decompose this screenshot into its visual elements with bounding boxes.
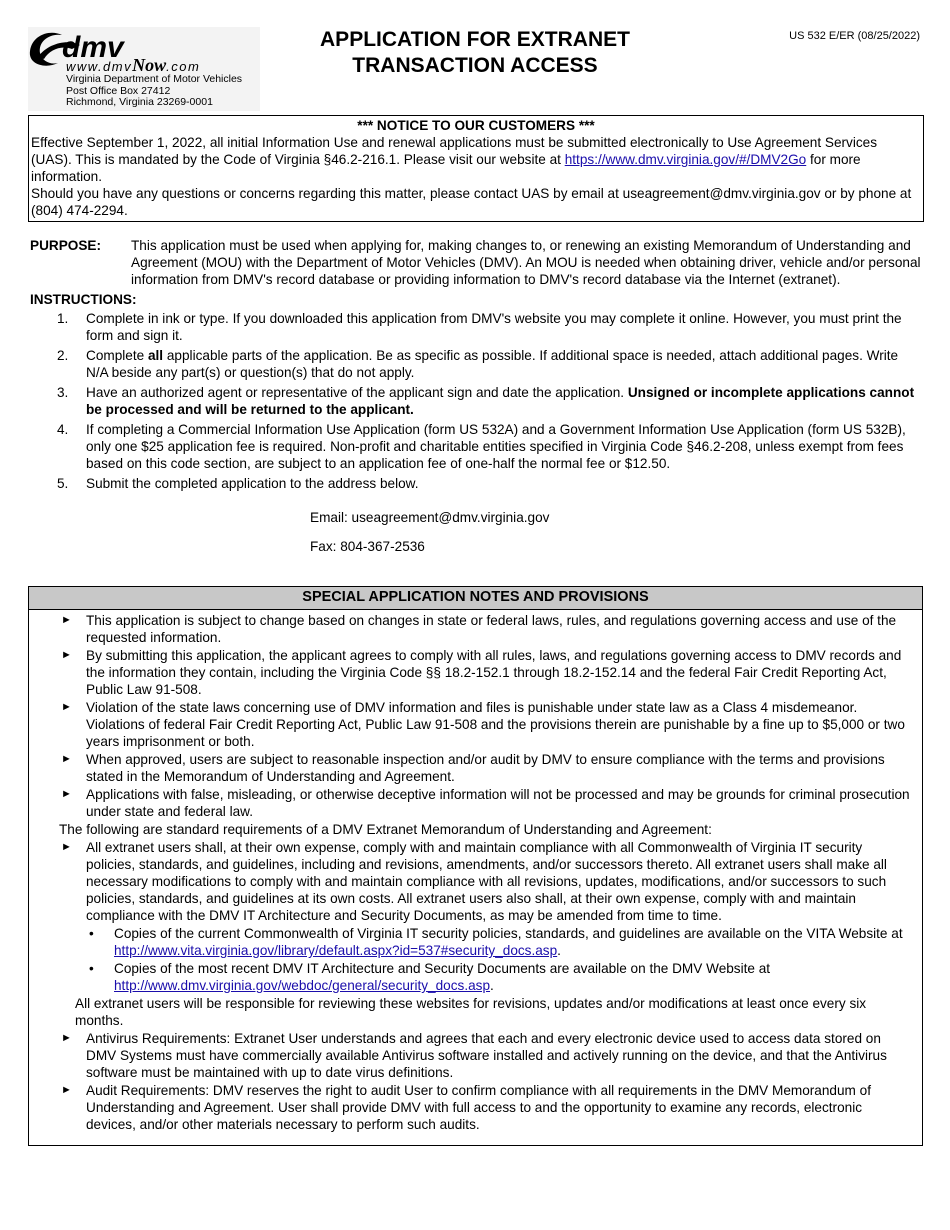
standard-requirements-intro: The following are standard requirements of a DMV Extranet Memorandum of Understanding and Agreement: [59,822,712,837]
arrow-bullet-icon: ► [61,701,72,713]
customer-notice-box [28,115,924,222]
title-line-2: TRANSACTION ACCESS [352,54,598,77]
arrow-bullet-icon: ► [61,788,72,800]
instruction-item [30,421,915,472]
dmv-docs-item [29,960,914,994]
logo-url-now: Now [132,55,167,75]
special-notes-heading: SPECIAL APPLICATION NOTES AND PROVISIONS [29,587,922,610]
notice-paragraph-2: Should you have any questions or concerns regarding this matter, please contact UAS by email at useagreement@dmv.virginia.gov or by phone at (804) 474-2294. [31,186,912,218]
provision-item [29,699,914,750]
contact-email: Email: useagreement@dmv.virginia.gov [310,510,550,525]
it-security-requirement [29,839,914,924]
sub-item-text: Copies of the current Commonwealth of Virginia IT security policies, standards, and guidelines are available on the VITA Website at [114,926,903,941]
sub-item-text: Copies of the most recent DMV IT Architecture and Security Documents are available on the DMV Website at [114,961,771,976]
notice-paragraph-1 [31,134,921,185]
dot-bullet-icon: • [89,961,94,976]
arrow-bullet-icon: ► [61,1084,72,1096]
page-title [290,27,660,79]
title-line-1: APPLICATION FOR EXTRANET [320,28,630,51]
dot-bullet-icon: • [89,926,94,941]
notice-heading: *** NOTICE TO OUR CUSTOMERS *** [357,118,595,133]
provision-item [29,647,914,698]
dmv2go-link[interactable]: https://www.dmv.virginia.gov/#/DMV2Go [564,152,807,167]
instruction-item [30,347,915,381]
instruction-text: Complete [86,348,148,363]
provision-text: When approved, users are subject to reasonable inspection and/or audit by DMV to ensure compliance with the terms and provisions stated in the Memorandum of Understanding and Agreement. [86,752,885,784]
notice-text: Effective September 1, 2022, all initial Information Use and renewal applications must be submitted electronically to Use Agreement Services (UAS). This is mandated by the Code of Virginia §46.2-216.1. Please visit our website at [31,135,878,167]
provision-item [29,786,914,820]
instruction-item [30,384,915,418]
instruction-item [30,310,915,344]
dmv-logo-block [28,27,260,111]
instruction-text: Submit the completed application to the address below. [86,476,419,491]
special-notes-body [29,610,922,1133]
provision-item [29,612,914,646]
notice-text-end: for more information. [31,152,861,184]
vita-security-docs-link[interactable]: http://www.vita.virginia.gov/library/default.aspx?id=537#security_docs.asp [114,943,558,958]
instruction-number: 4. [57,422,69,437]
instruction-number: 1. [57,311,69,326]
instruction-item [30,475,915,492]
logo-wordmark: dmv [62,31,124,64]
instruction-text: Complete in ink or type. If you downloaded this application from DMV's website you may complete it online. However, you must print the form and sign it. [86,311,902,343]
sub-item-end: . [557,943,561,958]
provision-text: Audit Requirements: DMV reserves the right to audit User to confirm compliance with all requirements in the DMV Memorandum of Understanding and Agreement. User shall provide DMV with full access to and the opportunity to examine any records, electronic devices, and/or other materials necessary to perform such audits. [86,1083,871,1132]
org-name: Virginia Department of Motor Vehicles [66,73,243,85]
provision-text: All extranet users shall, at their own expense, comply with and maintain compliance with all Commonwealth of Virginia IT security policies, standards, and guidelines, including and revisions, amendments, and/or successors thereto. All extranet users shall make all necessary modifications to comply with and maintain compliance with all revisions, updates, modifications, and/or successors to such policies, standards, and guidelines at its own costs. All extranet users also shall, at their own expense, comply with and maintain compliance with the DMV IT Architecture and Security Documents, as may be amended from time to time. [86,840,887,923]
arrow-bullet-icon: ► [61,753,72,765]
antivirus-requirement [29,1030,914,1081]
sub-item-end: . [490,978,494,993]
instruction-number: 3. [57,385,69,400]
form-number: US 532 E/ER (08/25/2022) [789,30,920,42]
instructions-label: INSTRUCTIONS: [30,292,137,307]
arrow-bullet-icon: ► [61,841,72,853]
purpose-label: PURPOSE: [30,238,102,253]
instruction-number: 2. [57,348,69,363]
contact-info [310,503,549,561]
provision-item [29,751,914,785]
provision-text: Antivirus Requirements: Extranet User understands and agrees that each and every electronic device used to access data stored on DMV Systems must have commercially available Antivirus software installed and actively running on the device, and that the Antivirus software must be maintained with up to date virus definitions. [86,1031,887,1080]
logo-url-prefix: www.dmv [66,59,133,74]
instruction-bold: Unsigned or incomplete applications cannot be processed and will be returned to the applicant. [86,385,915,417]
instruction-text: Have an authorized agent or representative of the applicant sign and date the application. [86,385,628,400]
logo-url-suffix: .com [166,59,201,74]
instruction-text: applicable parts of the application. Be as specific as possible. If additional space is needed, attach additional pages. Write N/A beside any part(s) or question(s) that do not apply. [86,348,899,380]
contact-fax: Fax: 804-367-2536 [310,539,425,554]
po-box: Post Office Box 27412 [66,84,171,97]
provision-text: This application is subject to change based on changes in state or federal laws, rules, and regulations governing access and use of the requested information. [86,613,897,645]
provision-text: Applications with false, misleading, or otherwise deceptive information will not be processed and may be grounds for criminal prosecution under state and federal law. [86,787,910,819]
arrow-bullet-icon: ► [61,1032,72,1044]
city-state: Richmond, Virginia 23269-0001 [66,96,213,108]
vita-docs-item [29,925,914,959]
arrow-bullet-icon: ► [61,614,72,626]
instruction-bold: all [147,348,164,363]
purpose-text: This application must be used when applying for, making changes to, or renewing an existing Memorandum of Understanding and Agreement (MOU) with the Department of Motor Vehicles (DMV). An MOU is needed when obtaining driver, vehicle and/or personal information from DMV's record database or providing information to DMV's record database via the Internet (extranet). [131,238,921,287]
instructions-list [30,310,915,495]
provision-text: By submitting this application, the applicant agrees to comply with all rules, laws, and regulations governing access to DMV records and the information they contain, including the Virginia Code §§ 18.2-152.1 through 18.2-152.14 and the federal Fair Credit Reporting Act, Public Law 91-508. [86,648,902,697]
instruction-number: 5. [57,476,69,491]
arrow-bullet-icon: ► [61,649,72,661]
review-note: All extranet users will be responsible for reviewing these websites for revisions, updates and/or modifications at least once every six months. [75,996,867,1028]
dmv-security-docs-link[interactable]: http://www.dmv.virginia.gov/webdoc/general/security_docs.asp [114,978,491,993]
special-notes-box [28,586,923,1146]
audit-requirement [29,1082,914,1133]
instruction-text: If completing a Commercial Information Use Application (form US 532A) and a Government Information Use Application (form US 532B), only one $25 application fee is required. Non-profit and charitable entities specified in Virginia Code §46.2-208, unless exempt from fees based on this code section, are subject to an application fee of one-half the normal fee or $12.50. [86,422,906,471]
provision-text: Violation of the state laws concerning use of DMV information and files is punishable under state law as a Class 4 misdemeanor. Violations of federal Fair Credit Reporting Act, Public Law 91-508 and the provisions therein are punishable by a fine up to $5,000 or two years imprisonment or both. [86,700,905,749]
dmv-address [66,74,242,109]
